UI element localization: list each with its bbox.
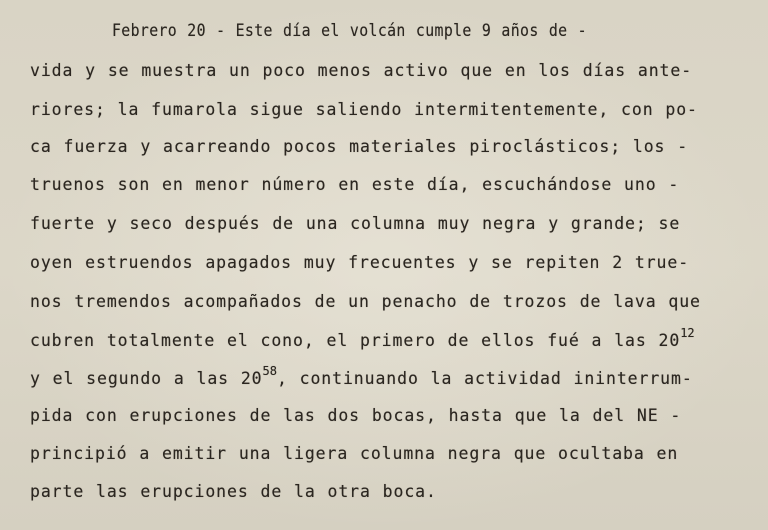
text-line: vida y se muestra un poco menos activo que en los días ante- <box>30 61 693 80</box>
text-line: parte las erupciones de la otra boca. <box>30 482 437 501</box>
text-line: cubren totalmente el cono, el primero de ellos fué a las $20^{12}$ <box>30 326 695 350</box>
text-line: pida con erupciones de las dos bocas, hasta que la del NE - <box>30 406 682 425</box>
time-superscript: 12 <box>680 326 695 340</box>
text-line: fuerte y seco después de una columna muy negra y grande; se <box>30 214 681 233</box>
text-line: oyen estruendos apagados muy frecuentes y se repiten 2 true- <box>30 253 690 272</box>
text-line: ca fuerza y acarreando pocos materiales piroclásticos; los - <box>30 137 689 156</box>
text-line: truenos son en menor número en este día, escuchándose uno - <box>30 175 680 194</box>
text-line: nos tremendos acompañados de un penacho de trozos de lava que <box>30 292 701 311</box>
time-superscript: 58 <box>262 364 277 378</box>
text-line: riores; la fumarola sigue saliendo intermitentemente, con po- <box>30 100 698 119</box>
text-line: y el segundo a las $20^{58}$, continuando la actividad ininterrum- <box>30 364 693 388</box>
text-line: Febrero 20 - Este día el volcán cumple 9 años de - <box>112 21 587 40</box>
text-line: principió a emitir una ligera columna negra que ocultaba en <box>30 444 679 463</box>
